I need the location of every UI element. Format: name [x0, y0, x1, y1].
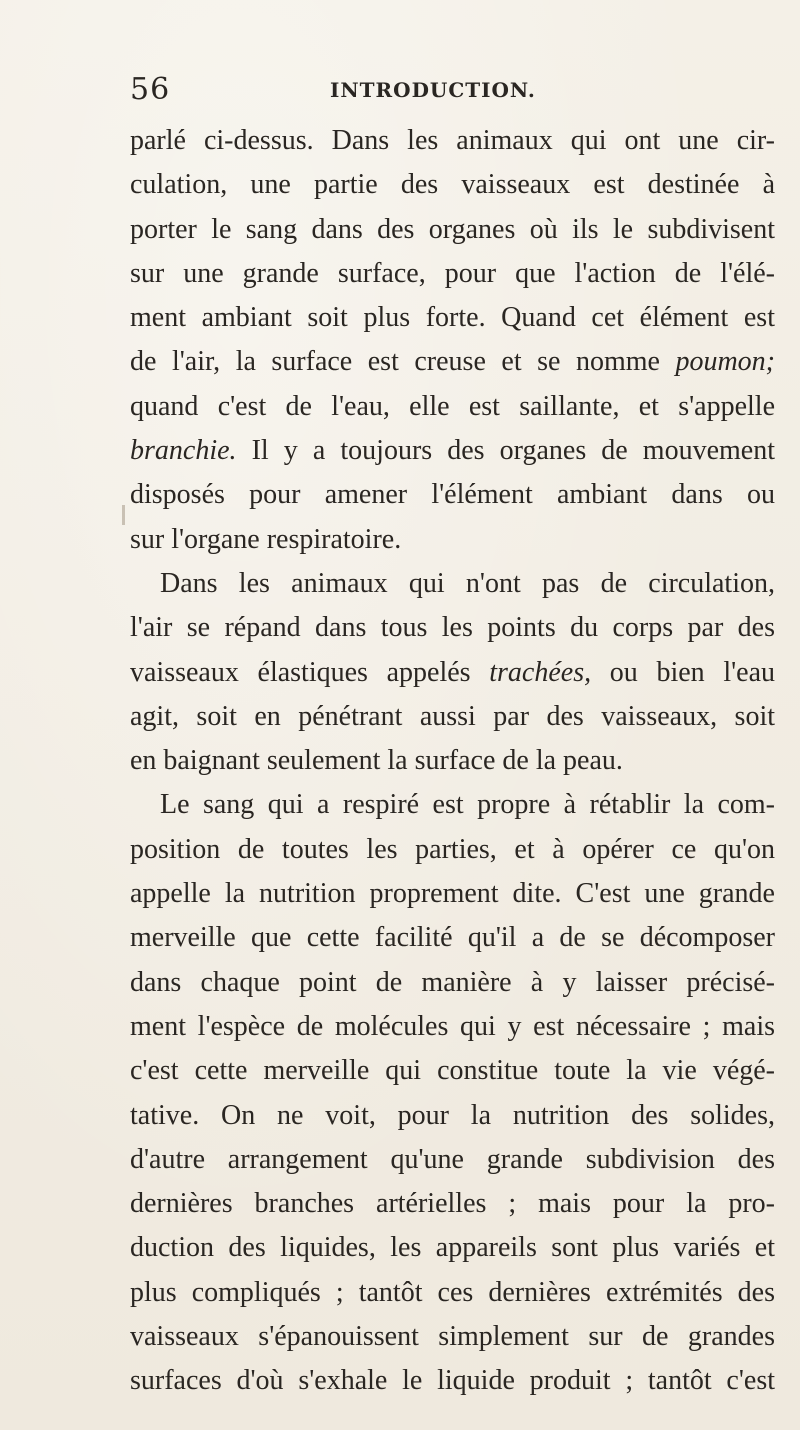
- text-line: disposés pour amener l'élément ambiant dans ou: [130, 479, 775, 511]
- text-line: agit, soit en pénétrant aussi par des vaisseaux, soit: [130, 700, 775, 732]
- text-line: plus compliqués ; tantôt ces dernières extrémités des: [130, 1276, 775, 1308]
- running-head: [130, 72, 770, 112]
- text-line: ment ambiant soit plus forte. Quand cet élément est: [130, 302, 775, 334]
- text-line: duction des liquides, les appareils sont plus variés et: [130, 1232, 775, 1264]
- italic-term: poumon;: [675, 346, 775, 378]
- text-line: sur une grande surface, pour que l'action de l'élé-: [130, 257, 775, 289]
- text-line: dans chaque point de manière à y laisser précisé-: [130, 966, 775, 998]
- text-line: ment l'espèce de molécules qui y est nécessaire ; mais: [130, 1010, 775, 1042]
- text-line: de l'air, la surface est creuse et se nomme poumon;: [130, 346, 775, 378]
- text-line: d'autre arrangement qu'une grande subdivision des: [130, 1143, 775, 1175]
- text-line: quand c'est de l'eau, elle est saillante, et s'appelle: [130, 390, 775, 422]
- body-text: [130, 119, 775, 1404]
- text-line: l'air se répand dans tous les points du corps par des: [130, 612, 775, 644]
- text-line: surfaces d'où s'exhale le liquide produit ; tantôt c'est: [130, 1365, 775, 1397]
- italic-term: branchie.: [130, 435, 237, 467]
- text-line: appelle la nutrition proprement dite. C'est une grande: [130, 878, 775, 910]
- text-line: vaisseaux élastiques appelés trachées, ou bien l'eau: [130, 656, 776, 688]
- page-number: 56: [130, 72, 171, 107]
- italic-term: trachées,: [489, 656, 592, 688]
- section-title: INTRODUCTION.: [330, 78, 536, 102]
- text-line: porter le sang dans des organes où ils le subdivisent: [130, 213, 775, 245]
- text-line: culation, une partie des vaisseaux est destinée à: [130, 169, 775, 201]
- text-line: position de toutes les parties, et à opérer ce qu'on: [130, 833, 775, 865]
- text-line: merveille que cette facilité qu'il a de se décomposer: [130, 922, 775, 954]
- text-line: vaisseaux s'épanouissent simplement sur de grandes: [130, 1321, 775, 1353]
- text-line: Le sang qui a respiré est propre à rétablir la com-: [160, 789, 775, 821]
- text-line: dernières branches artérielles ; mais pour la pro-: [130, 1188, 775, 1220]
- text-line: parlé ci-dessus. Dans les animaux qui ont une cir-: [130, 125, 775, 156]
- text-line: Dans les animaux qui n'ont pas de circulation,: [160, 567, 775, 599]
- text-line: en baignant seulement la surface de la peau.: [130, 745, 623, 777]
- text-line: branchie. Il y a toujours des organes de mouvement: [130, 435, 775, 467]
- margin-mark: [122, 505, 125, 525]
- text-line: sur l'organe respiratoire.: [130, 523, 402, 555]
- text-line: c'est cette merveille qui constitue toute la vie végé-: [130, 1055, 775, 1087]
- text-line: tative. On ne voit, pour la nutrition des solides,: [130, 1099, 775, 1131]
